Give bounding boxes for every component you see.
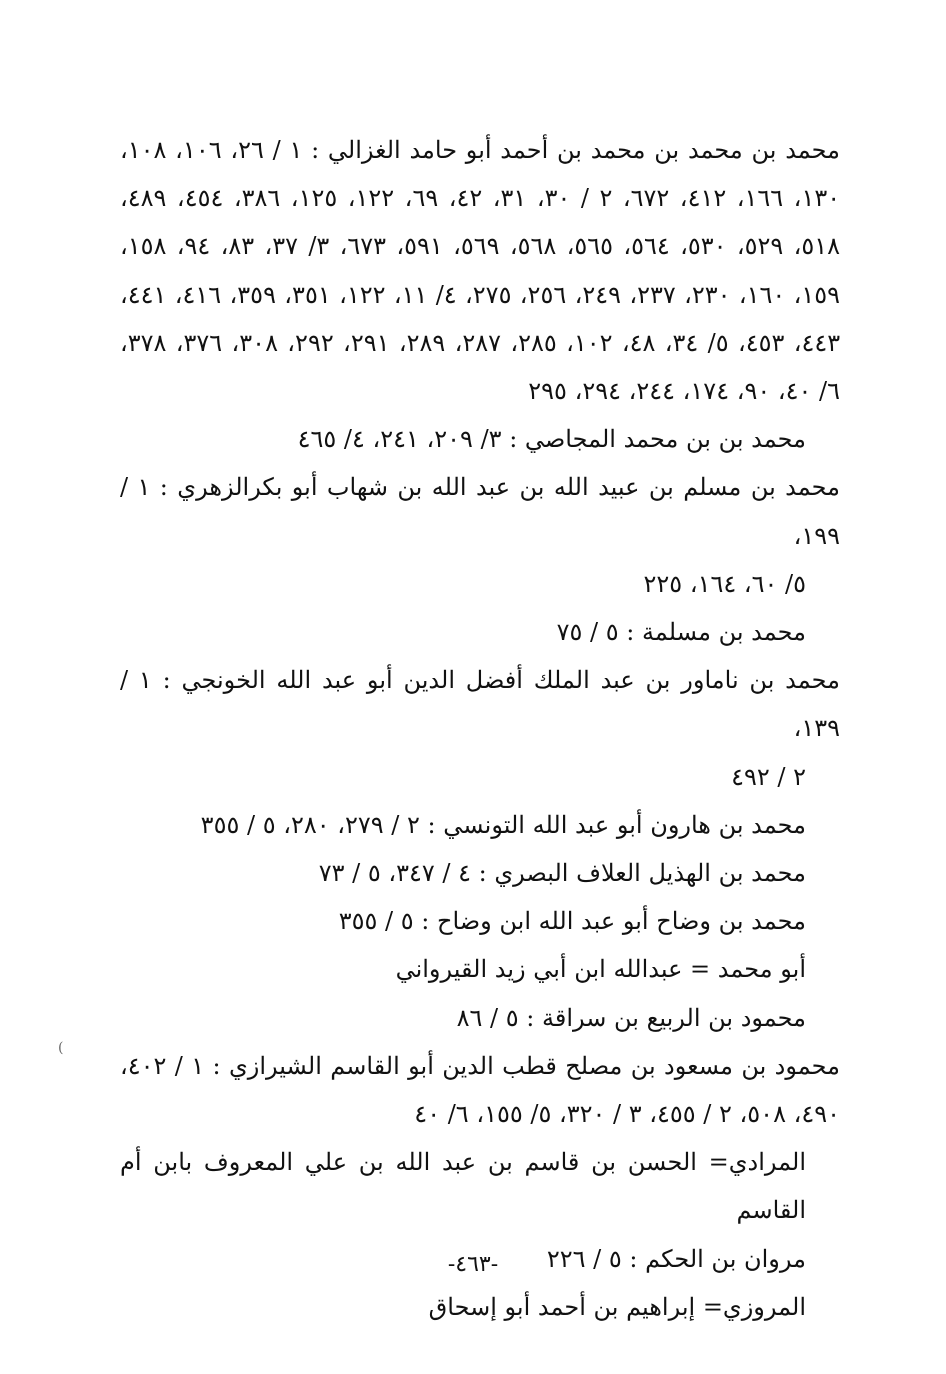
entry-name: مروان بن الحكم : — [629, 1244, 806, 1273]
index-entry — [120, 656, 840, 801]
index-entry — [120, 1138, 840, 1234]
index-entry — [120, 126, 840, 415]
entry-name: محمود بن الربيع بن سراقة : — [526, 1003, 806, 1032]
index-entry — [120, 994, 840, 1042]
page-number: -٤٦٣- — [447, 1252, 499, 1277]
entry-references-continued: ٢ / ٤٩٢ — [731, 762, 806, 791]
entry-references: ٥ / ٣٥٥ — [338, 907, 414, 936]
index-entry — [120, 608, 840, 656]
entry-references: ٥ / ٨٦ — [456, 1003, 519, 1032]
index-entry — [120, 415, 840, 463]
index-entry — [120, 1042, 840, 1138]
entry-name: محمد بن وضاح أبو عبد الله ابن وضاح : — [421, 907, 806, 936]
entry-name: محمود بن مسعود بن مصلح قطب الدين أبو القاسم الشيرازي : — [212, 1051, 840, 1080]
entry-references: ١ / ٢٦، ١٠٦، ١٠٨، ١٣٠، ١٦٦، ٤١٢، ٦٧٢، ٢ / ٣٠، ٣١، ٤٢، ٦٩، ١٢٢، ١٢٥، ٣٨٦، ٤٥٤، ٤٨٩، ٥١٨، ٥٢٩، ٥٣٠، ٥٦٤، ٥٦٥، ٥٦٨، ٥٦٩، ٥٩١، ٦٧٣، ٣/ ٣٧، ٨٣، ٩٤، ١٥٨، ١٥٩، ١٦٠، ٢٣٠، ٢٣٧، ٢٤٩، ٢٥٦، ٢٧٥، ٤/ ١١، ١٢٢، ٣٥١، ٣٥٩، ٤١٦، ٤٤١، ٤٤٣، ٤٥٣، ٥/ ٣٤، ٤٨، ١٠٢، ٢٨٥، ٢٨٧، ٢٨٩، ٢٩١، ٢٩٢، ٣٠٨، ٣٧٦، ٣٧٨، ٦/ ٤٠، ٩٠، ١٧٤، ٢٤٤، ٢٩٤، ٢٩٥ — [120, 136, 841, 406]
entry-references: ٣/ ٢٠٩، ٢٤١، ٤/ ٤٦٥ — [297, 425, 502, 454]
entry-name: محمد بن مسلمة : — [626, 618, 806, 647]
index-entry — [120, 1283, 840, 1331]
entry-references: ٥ / ٧٥ — [556, 618, 619, 647]
index-entry — [120, 945, 840, 993]
entry-references: ٢ / ٢٧٩، ٢٨٠، ٥ / ٣٥٥ — [200, 810, 420, 839]
entry-references: ١ / ٤٠٢، ٤٩٠، ٥٠٨، ٢ / ٤٥٥، ٣ / ٣٢٠، ٥/ ١٥٥، ٦/ ٤٠ — [120, 1051, 840, 1129]
entry-name: المرادي= الحسن بن قاسم بن عبد الله بن علي المعروف بابن أم القاسم — [120, 1148, 806, 1225]
index-entry — [120, 801, 840, 849]
entry-name: محمد بن ناماور بن عبد الملك أفضل الدين أبو عبد الله الخونجي : — [162, 666, 841, 695]
margin-mark: ( — [58, 1040, 64, 1056]
entry-name: أبو محمد = عبدالله ابن أبي زيد القيرواني — [395, 955, 806, 984]
entry-references: ١ / ١٩٩، — [120, 473, 840, 550]
entry-name: محمد بن هارون أبو عبد الله التونسي : — [427, 810, 806, 839]
entry-name: المروزي= إبراهيم بن أحمد أبو إسحاق — [428, 1292, 806, 1321]
index-entry — [120, 463, 840, 608]
index-entry — [120, 849, 840, 897]
entry-references-continued: ٥/ ٦٠، ١٦٤، ٢٢٥ — [643, 569, 806, 598]
entry-references: ١ / ١٣٩، — [120, 666, 840, 743]
entry-name: محمد بن مسلم بن عبيد الله بن عبد الله بن شهاب أبو بكرالزهري : — [159, 473, 840, 502]
index-entry — [120, 897, 840, 945]
index-entries — [120, 126, 840, 1331]
entry-name: محمد بن محمد بن محمد بن أحمد أبو حامد الغزالي : — [311, 136, 841, 164]
entry-references: ٤ / ٣٤٧، ٥ / ٧٣ — [318, 859, 472, 888]
entry-name: محمد بن الهذيل العلاف البصري : — [478, 859, 806, 888]
entry-name: محمد بن بن محمد المجاصي : — [509, 425, 806, 454]
entry-references: ٥ / ٢٢٦ — [546, 1244, 622, 1273]
